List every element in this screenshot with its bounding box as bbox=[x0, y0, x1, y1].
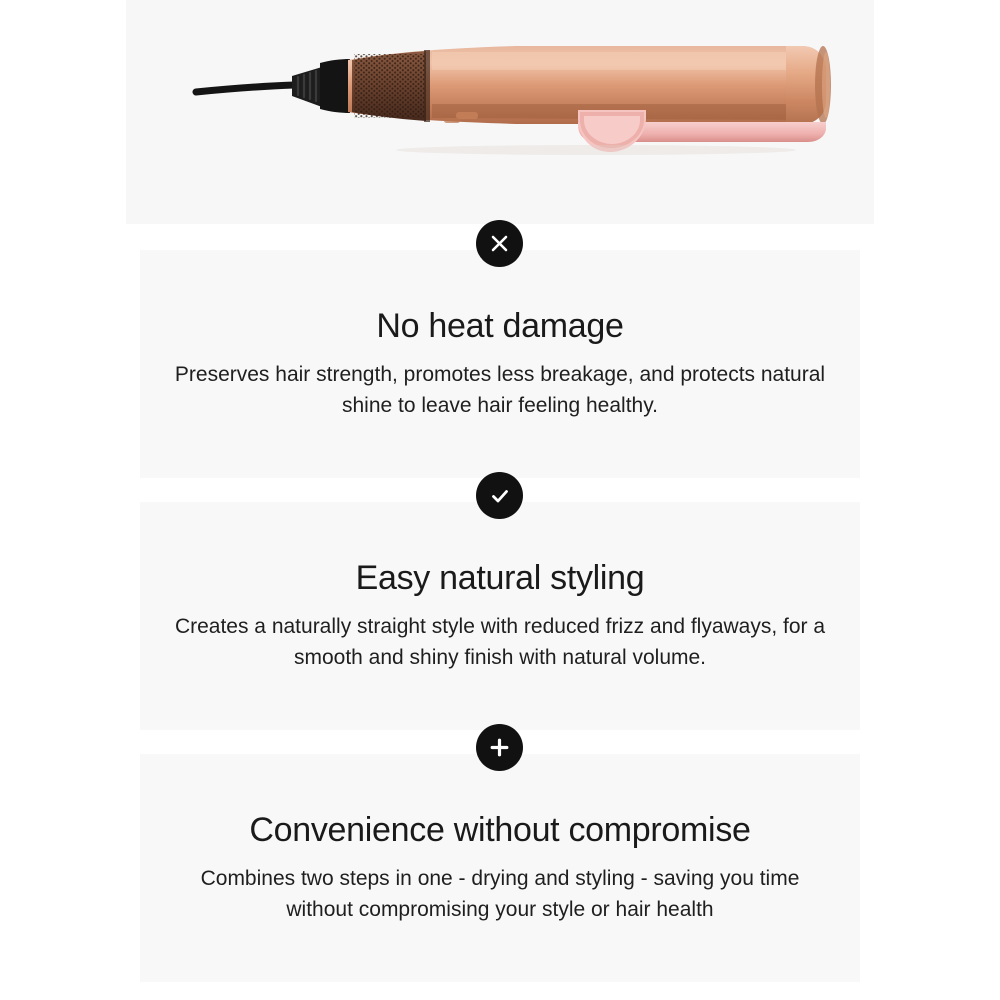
feature-content bbox=[140, 754, 860, 925]
feature-title: No heat damage bbox=[376, 307, 624, 345]
product-illustration bbox=[126, 0, 874, 224]
feature-content bbox=[140, 502, 860, 673]
feature-block-convenience-without-compromise bbox=[140, 754, 860, 982]
feature-content bbox=[140, 250, 860, 421]
feature-badge-easy-natural-styling bbox=[476, 472, 523, 519]
feature-description: Combines two steps in one - drying and styling - saving you time without compromising your style or hair health bbox=[200, 867, 800, 921]
feature-description: Creates a naturally straight style with reduced frizz and flyaways, for a smooth and shiny finish with natural volume. bbox=[174, 615, 826, 669]
cross-icon bbox=[490, 234, 509, 253]
feature-title: Easy natural styling bbox=[355, 559, 645, 597]
feature-title: Convenience without compromise bbox=[249, 811, 751, 849]
check-icon bbox=[489, 485, 511, 507]
feature-block-no-heat-damage bbox=[140, 250, 860, 478]
feature-badge-convenience-without-compromise bbox=[476, 724, 523, 771]
plus-icon bbox=[489, 737, 510, 758]
feature-block-easy-natural-styling bbox=[140, 502, 860, 730]
feature-description: Preserves hair strength, promotes less breakage, and protects natural shine to leave hair feeling healthy. bbox=[174, 363, 826, 417]
product-hero-image bbox=[126, 0, 874, 224]
feature-badge-no-heat-damage bbox=[476, 220, 523, 267]
